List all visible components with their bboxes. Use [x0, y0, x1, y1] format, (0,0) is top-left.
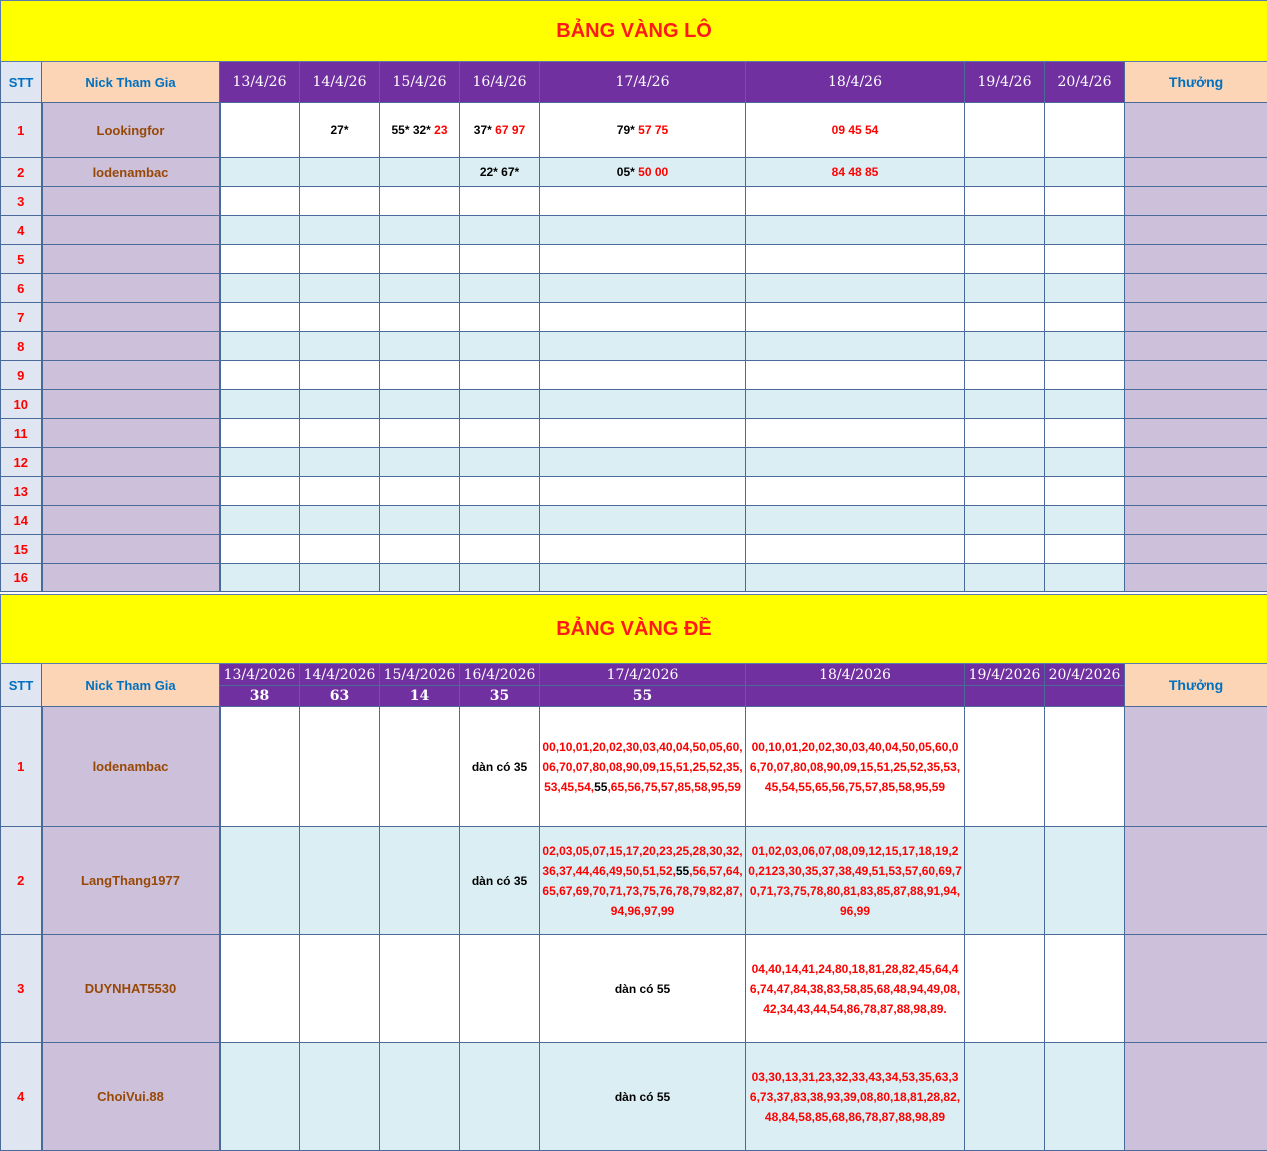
lo-day-cell	[380, 274, 460, 303]
lo-day-cell	[460, 448, 540, 477]
lo-day-cell	[965, 390, 1045, 419]
lo-day-cell	[460, 390, 540, 419]
lo-day-cell	[300, 448, 380, 477]
de-day-cell	[965, 827, 1045, 935]
lo-day-cell	[540, 245, 746, 274]
lo-day-cell	[540, 564, 746, 592]
lo-cell-value: 09 45 54	[831, 123, 879, 137]
lo-row-reward	[1125, 535, 1267, 564]
de-table-row	[1, 1043, 1267, 1151]
lo-header-stt: STT	[1, 62, 42, 103]
lo-day-cell	[540, 158, 746, 187]
de-day-cell	[540, 827, 746, 935]
lo-table-row	[1, 332, 1267, 361]
lo-header-date: 17/4/26	[540, 62, 746, 103]
lo-day-cell	[540, 390, 746, 419]
lo-cell-value: 05*	[616, 165, 635, 179]
de-day-cell	[746, 707, 965, 827]
lo-row-nick	[42, 361, 220, 390]
de-day-cell	[220, 935, 300, 1043]
de-cell-value: dàn có 55	[614, 981, 671, 996]
de-cell-value: dàn có 35	[471, 873, 528, 888]
lo-day-cell	[300, 564, 380, 592]
de-day-cell	[1045, 1043, 1125, 1151]
lo-day-cell	[300, 332, 380, 361]
de-day-cell	[1045, 935, 1125, 1043]
de-row-stt: 2	[1, 827, 42, 935]
lo-day-cell	[380, 303, 460, 332]
lo-day-cell	[220, 103, 300, 158]
lo-row-stt: 5	[1, 245, 42, 274]
lo-day-cell	[300, 535, 380, 564]
de-row-stt: 3	[1, 935, 42, 1043]
de-day-cell	[965, 1043, 1045, 1151]
de-result: 63	[300, 686, 380, 707]
lo-table-row	[1, 303, 1267, 332]
lo-row-stt: 12	[1, 448, 42, 477]
lo-day-cell	[746, 303, 965, 332]
de-cell-value: 04,40,14,41,24,80,18,81,28,82,45,64,46,74,47,84,38,83,58,85,68,48,94,49,08,42,34,43,44,54,86,78,87,88,98,89.	[749, 961, 961, 1016]
de-header-date: 19/4/2026	[965, 664, 1045, 686]
lo-cell-value: 57 75	[634, 123, 669, 137]
lo-day-cell	[1045, 245, 1125, 274]
lo-row-reward	[1125, 477, 1267, 506]
lo-day-cell	[965, 477, 1045, 506]
de-cell-value: 00,10,01,20,02,30,03,40,04,50,05,60,06,70,07,80,08,90,09,15,51,25,52,35,53,45,54,	[542, 739, 743, 794]
lo-day-cell	[746, 477, 965, 506]
de-row-nick: DUYNHAT5530	[42, 935, 220, 1043]
lo-day-cell	[380, 216, 460, 245]
lo-day-cell	[540, 187, 746, 216]
lo-day-cell	[460, 158, 540, 187]
de-header-date: 13/4/2026	[220, 664, 300, 686]
lo-day-cell	[220, 448, 300, 477]
lo-row-nick	[42, 564, 220, 592]
lo-day-cell	[460, 245, 540, 274]
lo-table-row	[1, 274, 1267, 303]
lo-row-reward	[1125, 332, 1267, 361]
lo-day-cell	[460, 274, 540, 303]
lo-row-stt: 7	[1, 303, 42, 332]
lo-day-cell	[1045, 187, 1125, 216]
de-result: 38	[220, 686, 300, 707]
lo-day-cell	[1045, 274, 1125, 303]
lo-day-cell	[220, 361, 300, 390]
de-row-reward	[1125, 707, 1267, 827]
lo-day-cell	[1045, 103, 1125, 158]
lo-day-cell	[300, 361, 380, 390]
de-table-row	[1, 707, 1267, 827]
de-header-date: 14/4/2026	[300, 664, 380, 686]
lo-day-cell	[380, 103, 460, 158]
lo-day-cell	[746, 506, 965, 535]
lo-day-cell	[540, 419, 746, 448]
lo-day-cell	[1045, 448, 1125, 477]
lo-day-cell	[460, 216, 540, 245]
de-cell-value: 01,02,03,06,07,08,09,12,15,17,18,19,20,2123,30,35,37,38,49,51,53,57,60,69,70,71,73,75,78,80,81,83,85,87,88,91,94,96,99	[748, 843, 962, 918]
lo-day-cell	[965, 535, 1045, 564]
de-table-row	[1, 935, 1267, 1043]
lo-table-row	[1, 187, 1267, 216]
lo-row-nick	[42, 419, 220, 448]
de-day-cell	[300, 935, 380, 1043]
lo-day-cell	[380, 477, 460, 506]
lo-day-cell	[1045, 332, 1125, 361]
de-result	[1045, 686, 1125, 707]
de-row-stt: 1	[1, 707, 42, 827]
de-header-reward: Thưởng	[1125, 664, 1267, 707]
lo-row-stt: 11	[1, 419, 42, 448]
lo-day-cell	[300, 158, 380, 187]
lo-day-cell	[965, 103, 1045, 158]
de-day-cell	[460, 827, 540, 935]
de-result: 35	[460, 686, 540, 707]
de-title: BẢNG VÀNG ĐỀ	[1, 595, 1267, 664]
de-day-cell	[540, 707, 746, 827]
lo-row-reward	[1125, 419, 1267, 448]
lo-day-cell	[746, 216, 965, 245]
lo-day-cell	[220, 187, 300, 216]
lo-day-cell	[220, 419, 300, 448]
lo-row-reward	[1125, 448, 1267, 477]
de-header-date: 15/4/2026	[380, 664, 460, 686]
lo-header-date: 19/4/26	[965, 62, 1045, 103]
lo-day-cell	[1045, 535, 1125, 564]
lo-day-cell	[965, 303, 1045, 332]
lo-cell-value: 55* 32*	[391, 123, 431, 137]
lo-day-cell	[1045, 477, 1125, 506]
de-day-cell	[746, 935, 965, 1043]
lo-row-stt: 1	[1, 103, 42, 158]
lo-day-cell	[746, 187, 965, 216]
lo-day-cell	[460, 187, 540, 216]
lo-day-cell	[380, 564, 460, 592]
lo-day-cell	[540, 274, 746, 303]
lo-header-date: 18/4/26	[746, 62, 965, 103]
lo-day-cell	[965, 245, 1045, 274]
lo-day-cell	[540, 448, 746, 477]
de-day-cell	[1045, 827, 1125, 935]
lo-row-stt: 3	[1, 187, 42, 216]
lo-day-cell	[460, 477, 540, 506]
de-day-cell	[300, 827, 380, 935]
de-row-stt: 4	[1, 1043, 42, 1151]
de-cell-value: 02,03,05,07,15,17,20,23,25,28,30,32,36,37,44,46,49,50,51,52,	[542, 843, 743, 878]
lo-day-cell	[380, 361, 460, 390]
lo-row-reward	[1125, 187, 1267, 216]
de-header-stt: STT	[1, 664, 42, 707]
lo-row-nick	[42, 477, 220, 506]
lo-day-cell	[540, 506, 746, 535]
lo-day-cell	[965, 564, 1045, 592]
de-result	[965, 686, 1045, 707]
lo-row-nick	[42, 245, 220, 274]
lo-row-reward	[1125, 274, 1267, 303]
de-row-reward	[1125, 827, 1267, 935]
lo-header-date: 15/4/26	[380, 62, 460, 103]
lo-day-cell	[1045, 216, 1125, 245]
lo-day-cell	[1045, 390, 1125, 419]
lo-row-nick: lodenambac	[42, 158, 220, 187]
lo-day-cell	[540, 103, 746, 158]
lo-day-cell	[540, 216, 746, 245]
lo-row-stt: 16	[1, 564, 42, 592]
lo-row-nick	[42, 216, 220, 245]
lo-table-row	[1, 158, 1267, 187]
de-result: 14	[380, 686, 460, 707]
lo-header-date: 14/4/26	[300, 62, 380, 103]
lo-day-cell	[746, 564, 965, 592]
lo-row-stt: 9	[1, 361, 42, 390]
lo-row-stt: 4	[1, 216, 42, 245]
lo-day-cell	[300, 390, 380, 419]
lo-day-cell	[220, 303, 300, 332]
lo-day-cell	[540, 535, 746, 564]
de-cell-value: 55	[675, 863, 690, 878]
lo-day-cell	[300, 103, 380, 158]
de-day-cell	[380, 935, 460, 1043]
lo-row-reward	[1125, 245, 1267, 274]
lo-day-cell	[1045, 361, 1125, 390]
lo-table-row	[1, 103, 1267, 158]
lo-day-cell	[380, 448, 460, 477]
lo-day-cell	[746, 158, 965, 187]
lo-row-stt: 14	[1, 506, 42, 535]
lo-row-stt: 8	[1, 332, 42, 361]
de-day-cell	[746, 1043, 965, 1151]
lo-day-cell	[300, 216, 380, 245]
de-header-date: 16/4/2026	[460, 664, 540, 686]
lo-day-cell	[746, 390, 965, 419]
lo-day-cell	[220, 216, 300, 245]
lo-row-reward	[1125, 390, 1267, 419]
lo-row-stt: 13	[1, 477, 42, 506]
lo-day-cell	[460, 332, 540, 361]
lo-row-nick	[42, 390, 220, 419]
de-day-cell	[380, 707, 460, 827]
lo-day-cell	[540, 303, 746, 332]
lo-table-row	[1, 506, 1267, 535]
lo-row-reward	[1125, 303, 1267, 332]
lo-day-cell	[460, 303, 540, 332]
lo-day-cell	[746, 245, 965, 274]
lo-row-nick	[42, 303, 220, 332]
lo-day-cell	[746, 103, 965, 158]
de-day-cell	[300, 1043, 380, 1151]
lo-row-reward	[1125, 564, 1267, 592]
lo-table-row	[1, 564, 1267, 592]
lo-day-cell	[300, 245, 380, 274]
lo-day-cell	[460, 361, 540, 390]
lo-day-cell	[965, 216, 1045, 245]
de-day-cell	[380, 1043, 460, 1151]
lo-table-row	[1, 390, 1267, 419]
de-day-cell	[220, 1043, 300, 1151]
de-day-cell	[965, 707, 1045, 827]
lo-day-cell	[380, 245, 460, 274]
lo-cell-value: 23	[430, 123, 448, 137]
lo-day-cell	[540, 361, 746, 390]
lo-table-row	[1, 361, 1267, 390]
lo-row-nick	[42, 187, 220, 216]
lo-table-row	[1, 535, 1267, 564]
de-day-cell	[1045, 707, 1125, 827]
lo-day-cell	[380, 506, 460, 535]
lo-cell-value: 50 00	[634, 165, 669, 179]
lo-row-stt: 15	[1, 535, 42, 564]
de-day-cell	[540, 935, 746, 1043]
de-day-cell	[220, 827, 300, 935]
lo-day-cell	[965, 419, 1045, 448]
de-cell-value: ,65,56,75,57,85,58,95,59	[607, 779, 741, 794]
lo-cell-value: 22* 67*	[479, 165, 520, 179]
de-row-reward	[1125, 935, 1267, 1043]
lo-day-cell	[1045, 158, 1125, 187]
lo-header-date: 13/4/26	[220, 62, 300, 103]
lo-day-cell	[746, 332, 965, 361]
de-header-date: 18/4/2026	[746, 664, 965, 686]
de-day-cell	[460, 935, 540, 1043]
lo-day-cell	[380, 332, 460, 361]
lo-day-cell	[540, 332, 746, 361]
lo-day-cell	[380, 419, 460, 448]
de-result	[746, 686, 965, 707]
lo-day-cell	[300, 419, 380, 448]
lo-day-cell	[1045, 303, 1125, 332]
lo-day-cell	[220, 158, 300, 187]
lo-day-cell	[220, 274, 300, 303]
lo-day-cell	[965, 332, 1045, 361]
lo-day-cell	[460, 103, 540, 158]
lo-day-cell	[300, 274, 380, 303]
lo-row-nick: Lookingfor	[42, 103, 220, 158]
de-cell-value: 00,10,01,20,02,30,03,40,04,50,05,60,06,70,07,80,08,90,09,15,51,25,52,35,53,45,54,55,65,56,75,57,85,58,95,59	[749, 739, 961, 794]
lo-row-reward	[1125, 216, 1267, 245]
lo-day-cell	[746, 448, 965, 477]
lo-day-cell	[380, 390, 460, 419]
lo-day-cell	[965, 361, 1045, 390]
lo-day-cell	[220, 332, 300, 361]
de-day-cell	[380, 827, 460, 935]
de-day-cell	[300, 707, 380, 827]
lo-row-stt: 6	[1, 274, 42, 303]
lo-table-row	[1, 448, 1267, 477]
lo-day-cell	[220, 245, 300, 274]
de-row-nick: LangThang1977	[42, 827, 220, 935]
lo-table-row	[1, 245, 1267, 274]
lo-day-cell	[746, 535, 965, 564]
lo-day-cell	[746, 361, 965, 390]
lo-day-cell	[380, 535, 460, 564]
lo-row-nick	[42, 506, 220, 535]
lo-day-cell	[540, 477, 746, 506]
de-table	[0, 594, 1267, 1151]
de-row-nick: lodenambac	[42, 707, 220, 827]
lo-cell-value: 27*	[330, 123, 349, 137]
lo-row-reward	[1125, 361, 1267, 390]
lo-day-cell	[965, 506, 1045, 535]
lo-day-cell	[460, 419, 540, 448]
lo-day-cell	[1045, 506, 1125, 535]
lo-day-cell	[1045, 564, 1125, 592]
de-header-nick: Nick Tham Gia	[42, 664, 220, 707]
lo-day-cell	[300, 187, 380, 216]
lo-day-cell	[965, 274, 1045, 303]
de-day-cell	[965, 935, 1045, 1043]
de-header-date: 20/4/2026	[1045, 664, 1125, 686]
de-cell-value: 55	[594, 779, 608, 794]
lo-day-cell	[965, 158, 1045, 187]
lo-cell-value: 79*	[616, 123, 635, 137]
lo-header-date: 16/4/26	[460, 62, 540, 103]
de-cell-value: dàn có 35	[471, 759, 528, 774]
lo-day-cell	[460, 535, 540, 564]
lo-day-cell	[300, 303, 380, 332]
lo-row-reward	[1125, 103, 1267, 158]
lo-row-stt: 2	[1, 158, 42, 187]
lo-day-cell	[220, 390, 300, 419]
lo-day-cell	[965, 448, 1045, 477]
de-table-row	[1, 827, 1267, 935]
lo-row-nick	[42, 332, 220, 361]
de-day-cell	[746, 827, 965, 935]
lo-cell-value: 37*	[473, 123, 492, 137]
lo-day-cell	[1045, 419, 1125, 448]
de-day-cell	[540, 1043, 746, 1151]
de-cell-value: dàn có 55	[614, 1089, 671, 1104]
lo-table-row	[1, 216, 1267, 245]
de-day-cell	[460, 1043, 540, 1151]
de-header-date: 17/4/2026	[540, 664, 746, 686]
lo-header-date: 20/4/26	[1045, 62, 1125, 103]
de-cell-value: ,56,57,64,65,67,69,70,71,73,75,76,78,79,82,87,94,96,97,99	[542, 863, 743, 918]
de-day-cell	[460, 707, 540, 827]
lo-row-nick	[42, 274, 220, 303]
lo-row-reward	[1125, 506, 1267, 535]
lo-row-stt: 10	[1, 390, 42, 419]
lo-day-cell	[380, 187, 460, 216]
lo-day-cell	[220, 535, 300, 564]
de-cell-value: 03,30,13,31,23,32,33,43,34,53,35,63,36,73,37,83,38,93,39,08,80,18,81,28,82,48,84,58,85,68,86,78,87,88,98,89	[749, 1069, 961, 1124]
lo-day-cell	[965, 187, 1045, 216]
lo-day-cell	[220, 506, 300, 535]
lo-day-cell	[746, 419, 965, 448]
lo-row-nick	[42, 448, 220, 477]
de-day-cell	[220, 707, 300, 827]
lo-day-cell	[460, 506, 540, 535]
lo-day-cell	[300, 477, 380, 506]
lo-day-cell	[300, 506, 380, 535]
lo-day-cell	[380, 158, 460, 187]
lo-day-cell	[460, 564, 540, 592]
lo-header-nick: Nick Tham Gia	[42, 62, 220, 103]
lo-day-cell	[220, 564, 300, 592]
de-row-reward	[1125, 1043, 1267, 1151]
lo-row-reward	[1125, 158, 1267, 187]
de-result: 55	[540, 686, 746, 707]
lo-day-cell	[746, 274, 965, 303]
lo-day-cell	[220, 477, 300, 506]
lo-header-reward: Thưởng	[1125, 62, 1267, 103]
lo-table-row	[1, 477, 1267, 506]
de-row-nick: ChoiVui.88	[42, 1043, 220, 1151]
lo-cell-value: 67 97	[491, 123, 526, 137]
lo-cell-value: 84 48 85	[831, 165, 879, 179]
lo-table-row	[1, 419, 1267, 448]
lo-title: BẢNG VÀNG LÔ	[1, 1, 1267, 62]
lo-row-nick	[42, 535, 220, 564]
